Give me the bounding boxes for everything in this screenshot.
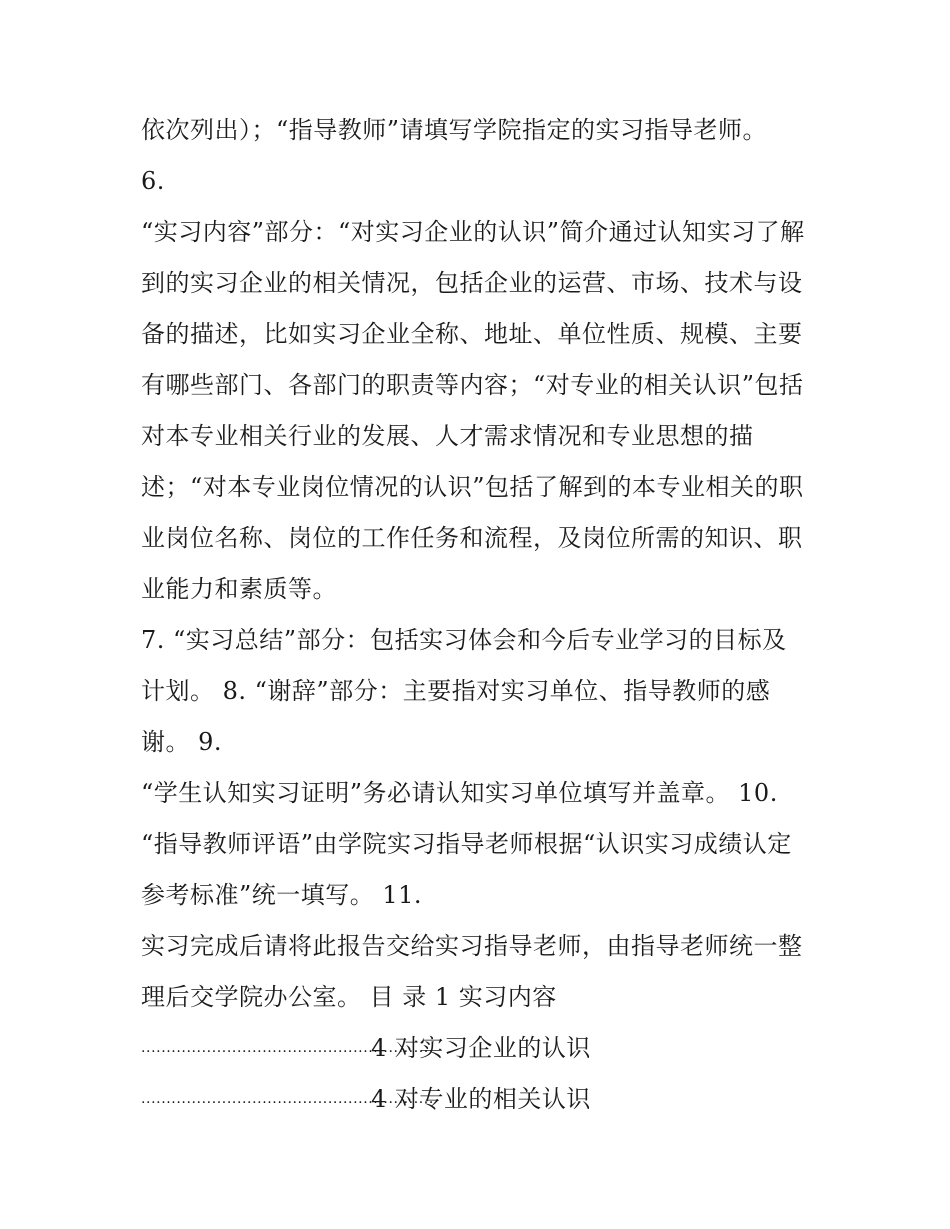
text-line: 依次列出）；“指导教师”请填写学院指定的实习指导老师。 xyxy=(141,116,768,144)
toc-entry-text: 4 对实习企业的认识 xyxy=(371,1034,591,1062)
text-line: 计划。 8. “谢辞”部分：主要指对实习单位、指导教师的感 xyxy=(141,677,771,705)
text-line: 述；“对本专业岗位情况的认识”包括了解到的本专业相关的职 xyxy=(141,473,804,501)
text-line: 谢。 9. xyxy=(141,728,223,756)
toc-entry-text: 4 对专业的相关认识 xyxy=(371,1085,591,1113)
text-line: 业能力和素质等。 xyxy=(141,575,337,603)
text-line: 有哪些部门、各部门的职责等内容；“对专业的相关认识”包括 xyxy=(141,371,804,399)
text-line: 理后交学院办公室。 目 录 1 实习内容 xyxy=(141,983,557,1011)
text-line: 对本专业相关行业的发展、人才需求情况和专业思想的描 xyxy=(141,422,754,450)
toc-leader-dots: .......................................................... xyxy=(141,1040,434,1056)
toc-leader-dots: .......................................................... xyxy=(141,1091,434,1107)
text-line: “指导教师评语”由学院实习指导老师根据“认识实习成绩认定 xyxy=(141,830,792,858)
text-line: 业岗位名称、岗位的工作任务和流程，及岗位所需的知识、职 xyxy=(141,524,803,552)
text-line: 备的描述，比如实习企业全称、地址、单位性质、规模、主要 xyxy=(141,320,803,348)
text-line: 6. xyxy=(141,167,165,195)
text-line: “实习内容”部分：“对实习企业的认识”简介通过认知实习了解 xyxy=(141,218,805,246)
text-line: 到的实习企业的相关情况，包括企业的运营、市场、技术与设 xyxy=(141,269,803,297)
toc-entry xyxy=(141,1033,591,1063)
toc-entry xyxy=(141,1084,591,1114)
text-line: 实习完成后请将此报告交给实习指导老师，由指导老师统一整 xyxy=(141,932,803,960)
text-line: “学生认知实习证明”务必请认知实习单位填写并盖章。 10. xyxy=(141,779,778,807)
text-line: 7. “实习总结”部分：包括实习体会和今后专业学习的目标及 xyxy=(141,626,787,654)
text-line: 参考标准”统一填写。 11. xyxy=(141,881,423,909)
